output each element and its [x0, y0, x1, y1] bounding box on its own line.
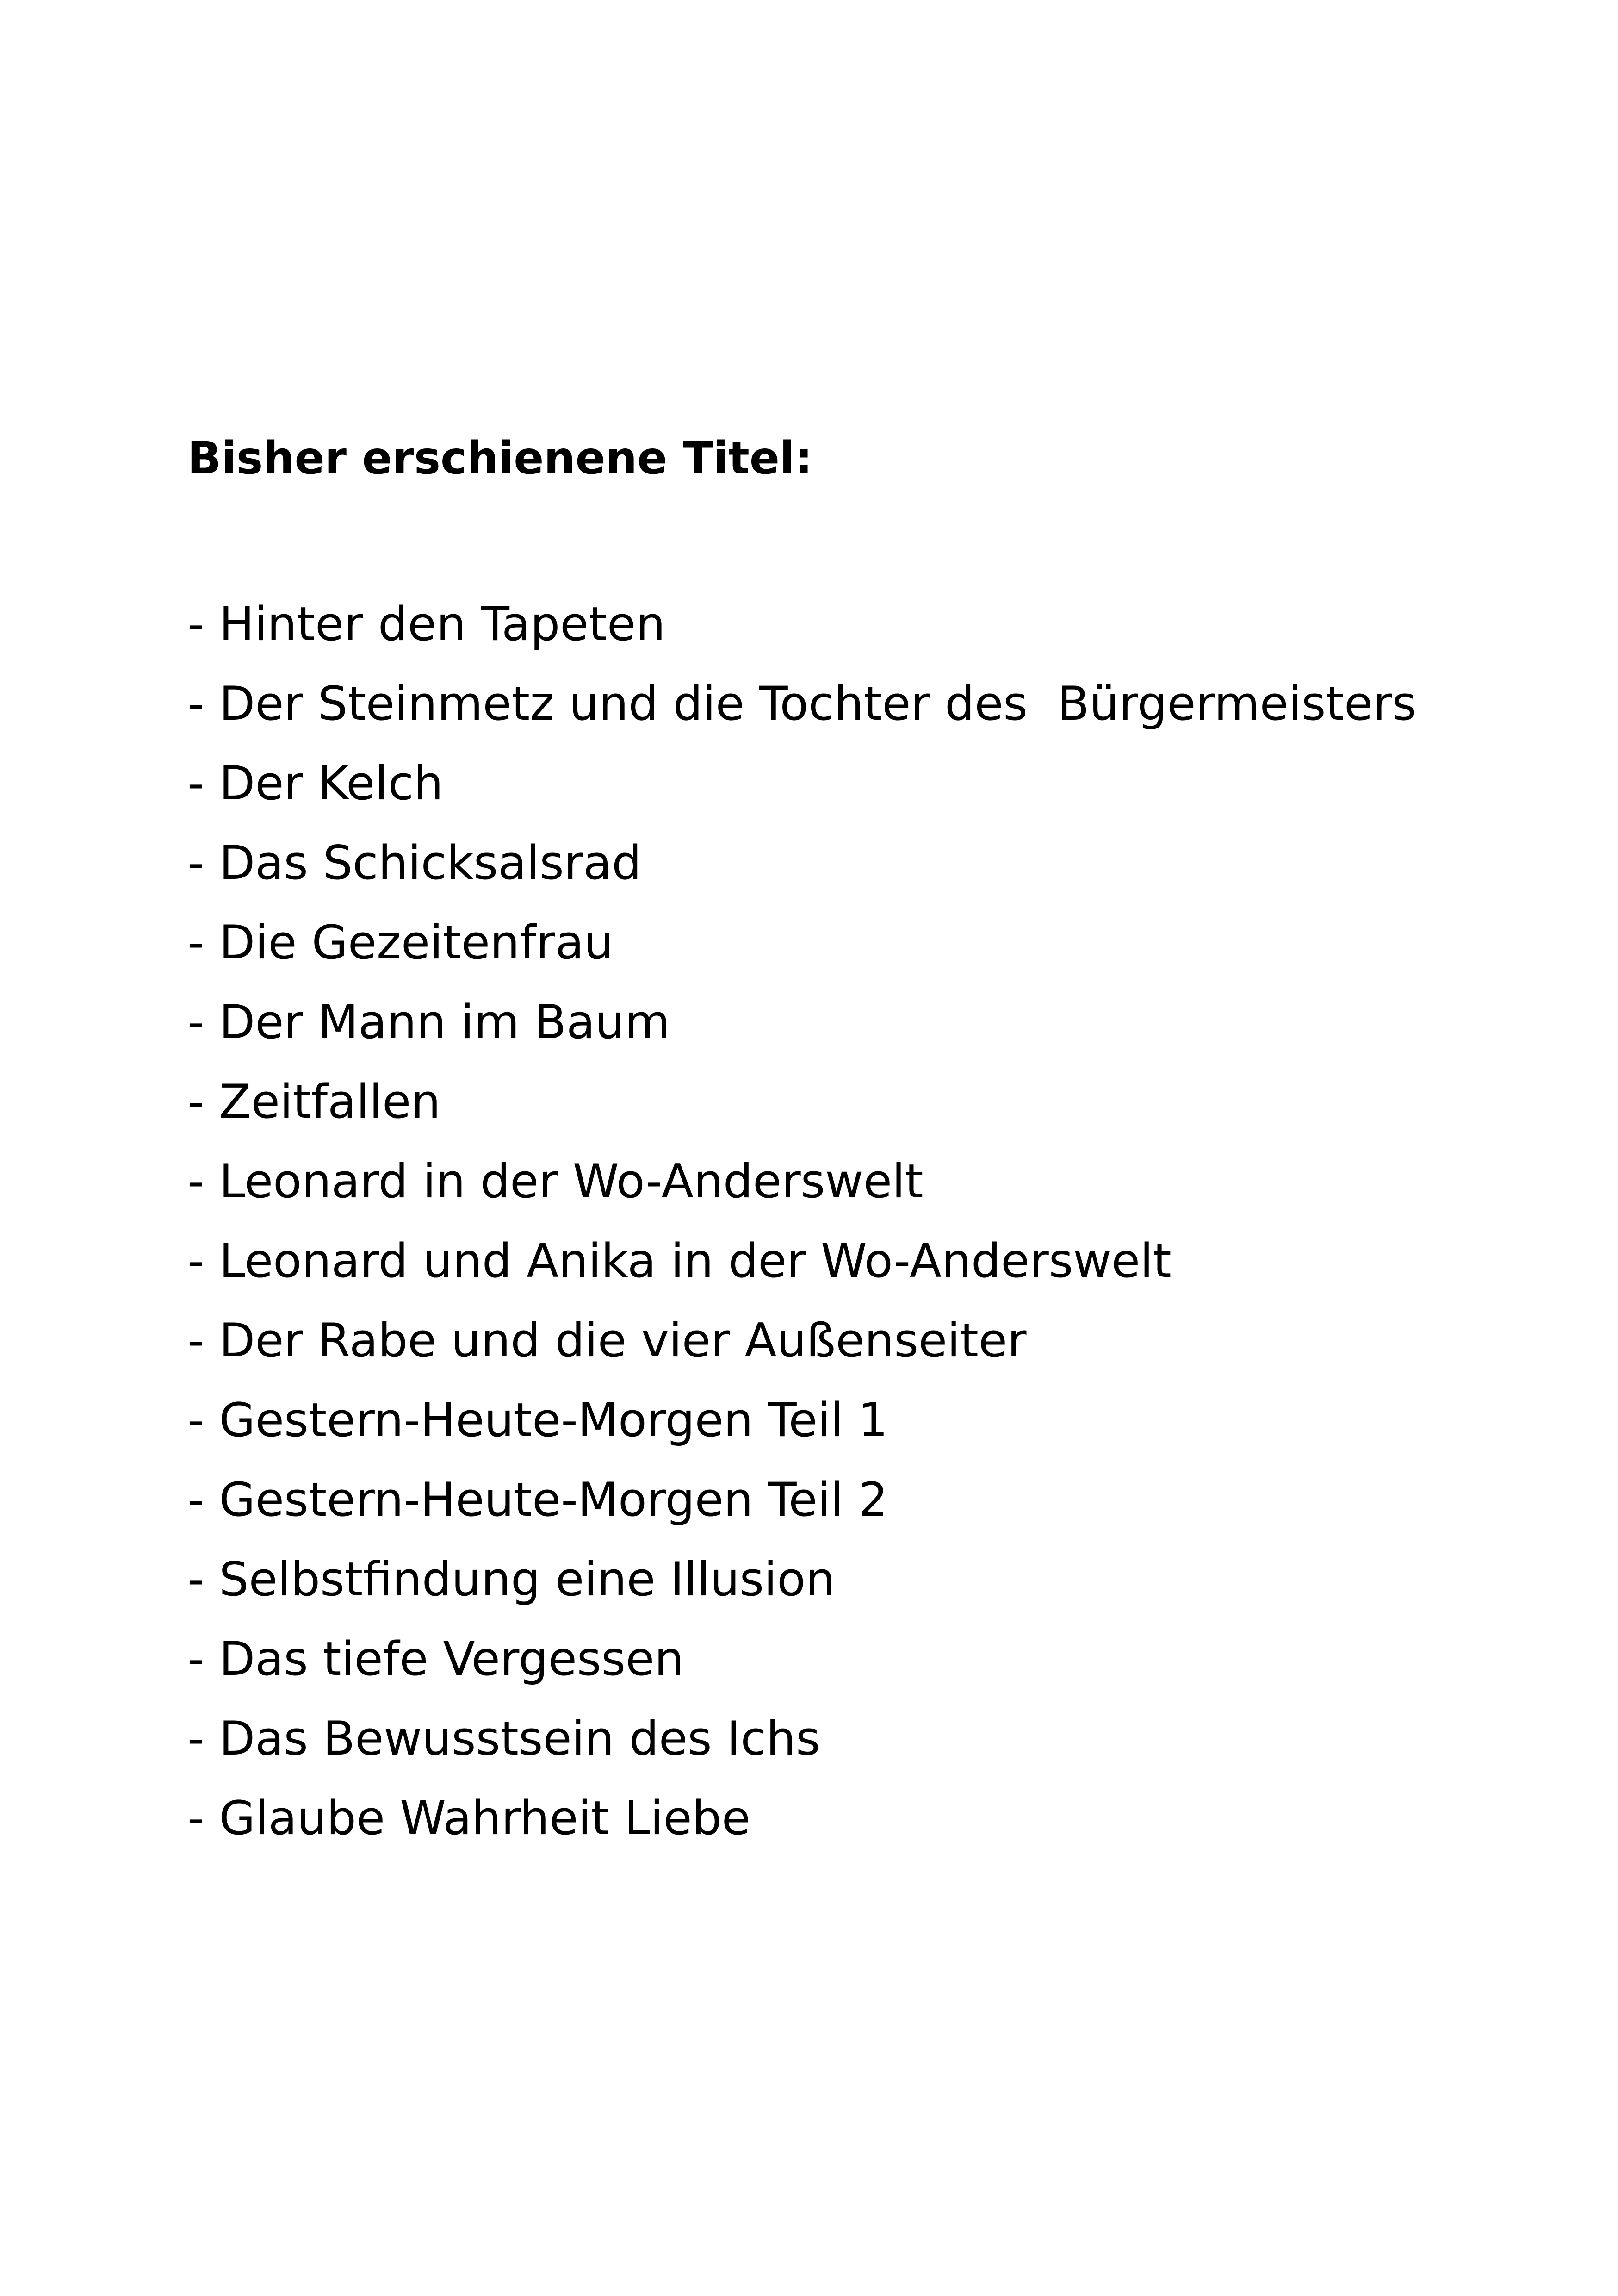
list-item: - Das Bewusstsein des Ichs [187, 1711, 820, 1766]
page-heading: Bisher erschienene Titel: [187, 432, 813, 484]
list-item: - Gestern-Heute-Morgen Teil 1 [187, 1393, 888, 1447]
list-item: - Der Steinmetz und die Tochter des Bürgermeisters [187, 676, 1417, 731]
title-list [187, 584, 1416, 1858]
list-item: - Die Gezeitenfrau [187, 915, 614, 970]
list-item: - Leonard in der Wo-Anderswelt [187, 1154, 924, 1208]
list-item: - Selbstfindung eine Illusion [187, 1552, 836, 1606]
list-item: - Der Kelch [187, 756, 444, 810]
list-item: - Zeitfallen [187, 1074, 441, 1129]
list-item: - Das tiefe Vergessen [187, 1631, 684, 1686]
list-item: - Leonard und Anika in der Wo-Anderswelt [187, 1233, 1172, 1288]
list-item: - Der Rabe und die vier Außenseiter [187, 1313, 1027, 1368]
list-item: - Hinter den Tapeten [187, 597, 666, 651]
list-item: - Gestern-Heute-Morgen Teil 2 [187, 1472, 888, 1527]
list-item: - Der Mann im Baum [187, 995, 670, 1049]
list-item: - Glaube Wahrheit Liebe [187, 1791, 750, 1845]
list-item: - Das Schicksalsrad [187, 835, 642, 890]
